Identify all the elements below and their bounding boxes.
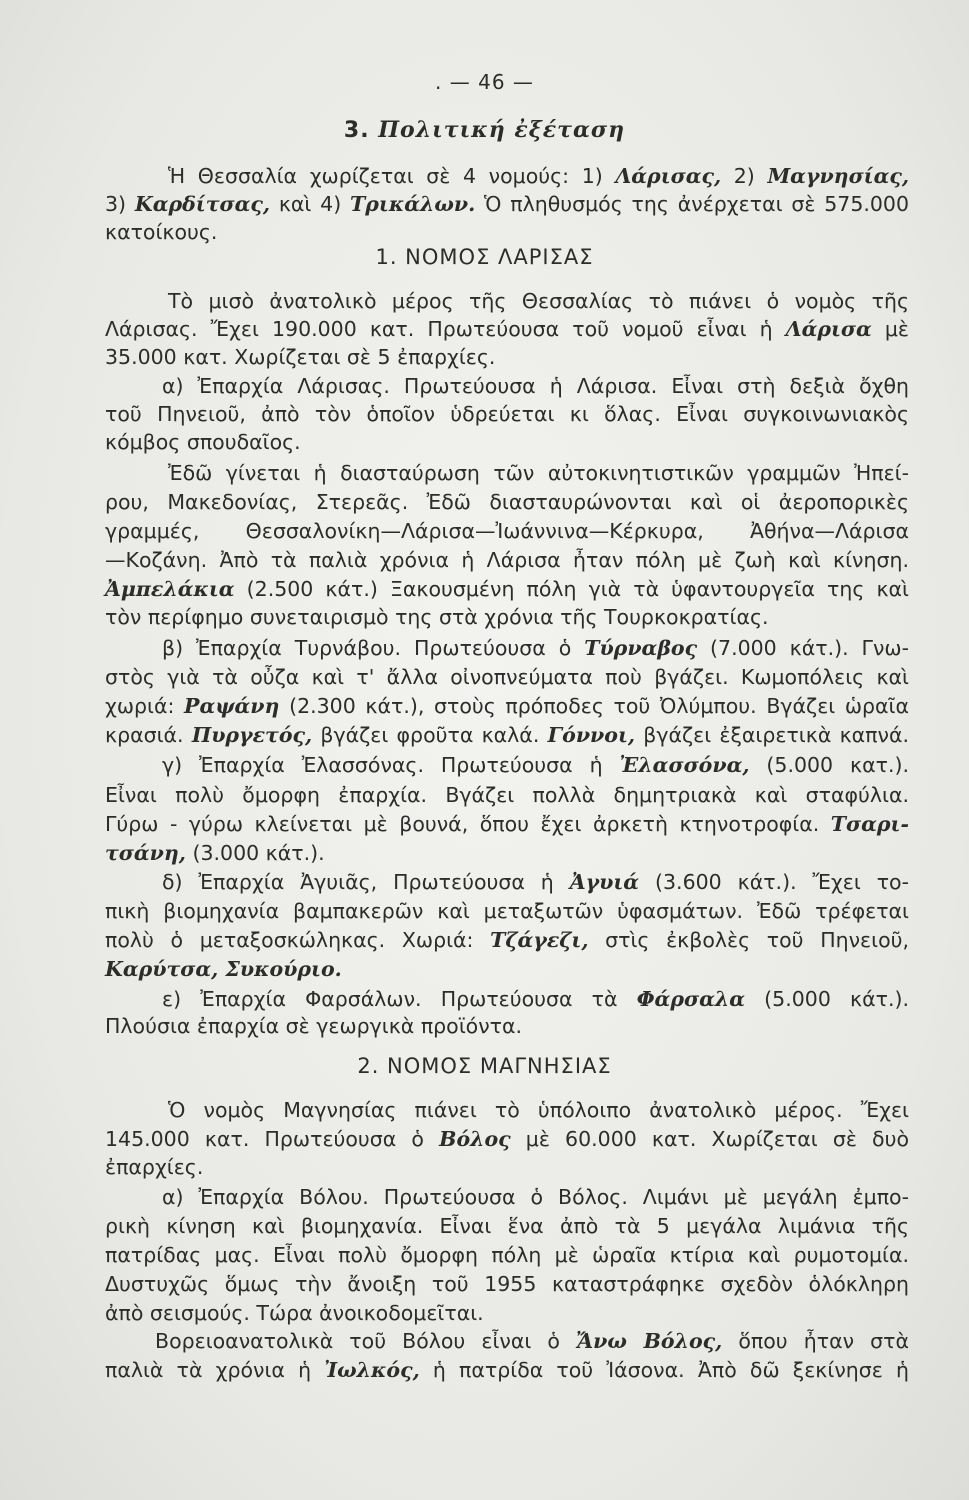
emphasized-name: Λάρισας, xyxy=(615,164,722,188)
emphasized-name: Ἀμπελάκια xyxy=(105,577,235,601)
text-run: πατρίδας μας. Εἶναι πολὺ ὄμορφη πόλη μὲ ὡραῖα κτίρια καὶ ρυμοτομία. xyxy=(105,1243,909,1267)
text-line xyxy=(105,927,909,953)
text-run: (2.500 κάτ.) Ξακουσμένη πόλη γιὰ τὰ ὑφαντουργεῖα της καὶ xyxy=(234,577,909,601)
text-line xyxy=(105,811,909,837)
text-run: α) Ἐπαρχία Βόλου. Πρωτεύουσα ὁ Βόλος. Λιμάνι μὲ μεγάλη ἐμπο- xyxy=(162,1185,909,1209)
emphasized-name: Καρύτσα, Συκούριο. xyxy=(105,957,342,981)
text-line xyxy=(105,219,909,245)
text-run: —Κοζάνη. Ἀπὸ τὰ παλιὰ χρόνια ἡ Λάρισα ἦταν πόλη μὲ ζωὴ καὶ κίνηση. xyxy=(105,548,909,572)
emphasized-name: Τζάγεζι, xyxy=(490,928,589,952)
text-run: στὸς γιὰ τὰ οὖζα καὶ τ' ἄλλα οἰνοπνεύματα ποὺ βγάζει. Κωμοπόλεις καὶ xyxy=(105,665,909,689)
text-line xyxy=(105,840,909,866)
text-run: (5.000 κατ.). xyxy=(749,753,909,777)
text-run: (2.300 κάτ.), στοὺς πρόποδες τοῦ Ὀλύμπου. Βγάζει ὡραῖα xyxy=(279,694,909,718)
text-run: κόμβος σπουδαῖος. xyxy=(105,430,301,454)
emphasized-name: Τρικάλων. xyxy=(350,192,476,216)
text-line xyxy=(105,1126,909,1152)
text-run: 35.000 κατ. Χωρίζεται σὲ 5 ἐπαρχίες. xyxy=(105,345,496,369)
emphasized-name: Πυργετός, xyxy=(191,723,313,747)
text-run: τοῦ Πηνειοῦ, ἀπὸ τὸν ὁποῖον ὑδρεύεται κι ὅλας. Εἶναι συγκοινωνιακὸς xyxy=(105,402,909,426)
text-run: ὅπου ἦταν στὰ xyxy=(722,1329,910,1353)
text-line xyxy=(105,489,909,515)
text-run: Εἶναι πολὺ ὄμορφη ἐπαρχία. Βγάζει πολλὰ δημητριακὰ καὶ σταφύλια. xyxy=(105,783,909,807)
text-line xyxy=(105,1154,909,1180)
text-run: στὶς ἐκβολὲς τοῦ Πηνειοῦ, xyxy=(588,928,909,952)
emphasized-name: Ἀγυιά xyxy=(569,870,640,894)
text-line xyxy=(105,401,909,427)
emphasized-name: Τσαρι- xyxy=(830,812,909,836)
text-run: 2) xyxy=(721,164,768,188)
heading-nomos-magnisias: 2. ΝΟΜΟΣ ΜΑΓΝΗΣΙΑΣ xyxy=(357,1054,612,1078)
text-run: κρασιά. xyxy=(105,723,192,747)
text-line xyxy=(105,664,909,690)
text-line xyxy=(168,1097,909,1123)
text-run: Ἐδῶ γίνεται ἡ διασταύρωση τῶν αὐτοκινητιστικῶν γραμμῶν Ἠπεί- xyxy=(168,461,909,485)
text-run: ε) Ἐπαρχία Φαρσάλων. Πρωτεύουσα τὰ xyxy=(162,987,637,1011)
text-line xyxy=(105,693,909,719)
text-run: βγάζει φροῦτα καλά. xyxy=(312,723,548,747)
text-run: πολὺ ὁ μεταξοσκώληκας. Χωριά: xyxy=(105,928,491,952)
emphasized-name: Καρδίτσας, xyxy=(134,192,270,216)
text-run: (3.000 κάτ.). xyxy=(185,841,325,865)
text-line xyxy=(162,752,909,778)
emphasized-name: Ἐλασσόνα, xyxy=(619,753,750,777)
text-run: ρικὴ κίνηση καὶ βιομηχανία. Εἶναι ἕνα ἀπὸ τὰ 5 μεγάλα λιμάνια τῆς xyxy=(105,1214,909,1238)
section-title-text: Πολιτική ἐξέταση xyxy=(378,117,626,143)
emphasized-name: Τύρναβος xyxy=(584,636,698,660)
text-line xyxy=(162,869,909,895)
emphasized-name: Βόλος xyxy=(439,1127,511,1151)
text-run: πικὴ βιομηχανία βαμπακερῶν καὶ μεταξωτῶν ὑφασμάτων. Ἐδῶ τρέφεται xyxy=(105,899,909,923)
text-run: ἐπαρχίες. xyxy=(105,1155,204,1179)
text-run: μὲ 60.000 κατ. Χωρίζεται σὲ δυὸ xyxy=(510,1127,910,1151)
text-line xyxy=(105,344,909,370)
text-line xyxy=(105,1271,909,1297)
text-run: χωριά: xyxy=(105,694,185,718)
emphasized-name: Φάρσαλα xyxy=(636,987,746,1011)
emphasized-name: Ἄνω Βόλος, xyxy=(576,1329,723,1353)
text-run: γραμμές, Θεσσαλονίκη—Λάρισα—Ἰωάννινα—Κέρκυρα, Ἀθήνα—Λάρισα xyxy=(105,519,909,543)
text-run: Πλούσια ἐπαρχία σὲ γεωργικὰ προϊόντα. xyxy=(105,1014,523,1038)
text-run: Γύρω - γύρω κλείνεται μὲ βουνά, ὅπου ἔχει ἀρκετὴ κτηνοτροφία. xyxy=(105,812,831,836)
text-run: ἀπὸ σεισμούς. Τώρα ἀνοικοδομεῖται. xyxy=(105,1301,484,1325)
heading-nomos-larisas: 1. ΝΟΜΟΣ ΛΑΡΙΣΑΣ xyxy=(375,245,594,269)
text-run: Ἡ Θεσσαλία χωρίζεται σὲ 4 νομούς: 1) xyxy=(168,164,616,188)
emphasized-name: τσάνη, xyxy=(105,841,186,865)
text-line xyxy=(105,576,909,602)
text-line xyxy=(105,956,909,982)
section-title xyxy=(0,117,969,143)
text-line xyxy=(168,288,909,314)
text-line xyxy=(105,547,909,573)
text-run: Βορειοανατολικὰ τοῦ Βόλου εἶναι ὁ xyxy=(155,1329,577,1353)
text-run: Τὸ μισὸ ἀνατολικὸ μέρος τῆς Θεσσαλίας τὸ πιάνει ὁ νομὸς τῆς xyxy=(168,289,909,313)
text-run: βγάζει ἐξαιρετικὰ καπνά. xyxy=(635,723,909,747)
text-line xyxy=(105,604,909,630)
text-line xyxy=(105,898,909,924)
text-run: μὲ xyxy=(871,317,910,341)
text-run: Δυστυχῶς ὅμως τὴν ἄνοιξη τοῦ 1955 καταστράφηκε σχεδὸν ὁλόκληρη xyxy=(105,1272,909,1296)
text-run: δ) Ἐπαρχία Ἀγυιᾶς, Πρωτεύουσα ἡ xyxy=(162,870,570,894)
text-run: (5.000 κάτ.). xyxy=(745,987,909,1011)
emphasized-name: Ραψάνη xyxy=(184,694,280,718)
text-run: β) Ἐπαρχία Τυρνάβου. Πρωτεύουσα ὁ xyxy=(162,636,585,660)
text-run: 3) xyxy=(105,192,135,216)
text-run: Ὁ πληθυσμός της ἀνέρχεται σὲ 575.000 xyxy=(475,192,910,216)
text-line xyxy=(162,986,909,1012)
text-run: τὸν περίφημο συνεταιρισμὸ της στὰ χρόνια τῆς Τουρκοκρατίας. xyxy=(105,605,769,629)
text-run: ἡ πατρίδα τοῦ Ἰάσονα. Ἀπὸ δῶ ξεκίνησε ἡ xyxy=(419,1358,909,1382)
text-run: (3.600 κάτ.). Ἔχει το- xyxy=(639,870,910,894)
text-line xyxy=(105,518,909,544)
text-line xyxy=(105,722,909,748)
text-run: (7.000 κάτ.). Γνω- xyxy=(697,636,909,660)
page-number: . — 46 — xyxy=(435,70,534,94)
text-line xyxy=(162,635,909,661)
text-line xyxy=(105,1242,909,1268)
text-run: παλιὰ τὰ χρόνια ἡ xyxy=(105,1358,325,1382)
text-line xyxy=(105,316,909,342)
text-run: 145.000 κατ. Πρωτεύουσα ὁ xyxy=(105,1127,440,1151)
text-line xyxy=(105,1013,909,1039)
text-line xyxy=(162,373,909,399)
text-run: Λάρισας. Ἔχει 190.000 κατ. Πρωτεύουσα τοῦ νομοῦ εἶναι ἡ xyxy=(105,317,786,341)
text-line xyxy=(105,1213,909,1239)
text-run: κατοίκους. xyxy=(105,220,218,244)
emphasized-name: Μαγνησίας, xyxy=(767,164,909,188)
text-run: ρου, Μακεδονίας, Στερεᾶς. Ἐδῶ διασταυρώνονται καὶ οἱ ἀεροπορικὲς xyxy=(105,490,909,514)
text-line xyxy=(105,1300,909,1326)
section-number: 3. xyxy=(343,118,370,143)
text-line xyxy=(155,1328,909,1354)
text-line xyxy=(105,782,909,808)
text-run: καὶ 4) xyxy=(270,192,351,216)
text-line xyxy=(105,429,909,455)
text-run: α) Ἐπαρχία Λάρισας. Πρωτεύουσα ἡ Λάρισα. Εἶναι στὴ δεξιὰ ὄχθη xyxy=(162,374,909,398)
text-run: γ) Ἐπαρχία Ἐλασσόνας. Πρωτεύουσα ἡ xyxy=(162,753,620,777)
emphasized-name: Ἰωλκός, xyxy=(324,1358,420,1382)
text-line xyxy=(162,1184,909,1210)
emphasized-name: Λάρισα xyxy=(785,317,872,341)
text-line xyxy=(105,191,909,217)
text-run: Ὁ νομὸς Μαγνησίας πιάνει τὸ ὑπόλοιπο ἀνατολικὸ μέρος. Ἔχει xyxy=(168,1098,909,1122)
text-line xyxy=(168,163,909,189)
text-line xyxy=(105,1357,909,1383)
emphasized-name: Γόννοι, xyxy=(547,723,635,747)
text-line xyxy=(168,460,909,486)
